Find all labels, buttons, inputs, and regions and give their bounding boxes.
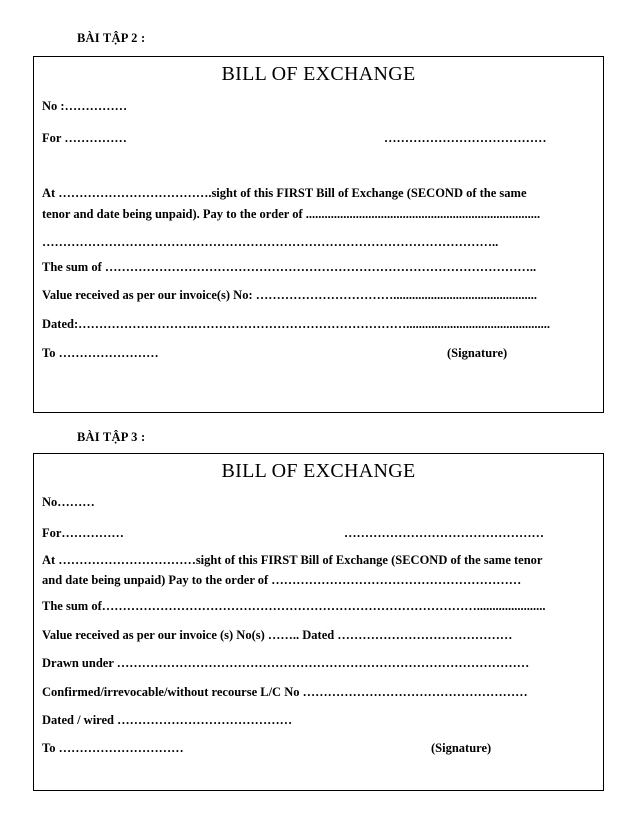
form-1-to-field: To ……………………: [42, 346, 159, 360]
bill-of-exchange-form-1: [33, 56, 604, 413]
exercise-2-heading: BÀI TẬP 2 :: [77, 31, 146, 45]
form-1-no-field: No :……………: [42, 99, 128, 113]
form-2-for-amount-field: …………………………………………: [344, 526, 544, 540]
form-2-title: BILL OF EXCHANGE: [221, 460, 416, 482]
form-2-value-received-field: Value received as per our invoice (s) No(s) …….. Dated ……………………………………: [42, 628, 513, 642]
form-1-at-sight-line-2: tenor and date being unpaid). Pay to the order of ...........................................................................: [42, 207, 541, 221]
form-2-at-sight-line-1: At ……………………………sight of this FIRST Bill of Exchange (SECOND of the same tenor: [42, 553, 543, 567]
form-1-for-field: For ……………: [42, 131, 127, 145]
form-1-dated-field: Dated:……………………….……………………………………………..............................................: [42, 317, 550, 331]
form-2-at-sight-line-2: and date being unpaid) Pay to the order of ……………………………………………………: [42, 573, 522, 587]
form-1-signature-label: (Signature): [447, 346, 508, 360]
form-2-for-field: For……………: [42, 526, 124, 540]
form-1-value-received-field: Value received as per our invoice(s) No: ……………………………..............................................: [42, 288, 538, 302]
exercise-3-heading: BÀI TẬP 3 :: [77, 430, 146, 444]
form-2-signature-label: (Signature): [431, 741, 492, 755]
form-1-blank-line: ………………………………………………………………………………………………..: [42, 235, 499, 249]
form-2-confirmed-lc-field: Confirmed/irrevocable/without recourse L/C No ………………………………………………: [42, 685, 528, 699]
bill-of-exchange-form-2: [33, 453, 604, 791]
form-2-sum-field: The sum of………………………………………………………………………………......................: [42, 599, 546, 613]
form-1-sum-field: The sum of …………………………………………………………………………………………..: [42, 260, 537, 274]
form-2-drawn-under-field: Drawn under ………………………………………………………………………………………: [42, 656, 530, 670]
form-2-no-field: No………: [42, 495, 95, 509]
form-2-to-field: To …………………………: [42, 741, 184, 755]
form-1-at-sight-line-1: At ……………………………….sight of this FIRST Bill of Exchange (SECOND of the same: [42, 186, 527, 200]
form-2-dated-wired-field: Dated / wired ……………………………………: [42, 713, 293, 727]
form-1-for-amount-field: …………………………………: [384, 131, 547, 145]
form-1-title: BILL OF EXCHANGE: [221, 63, 416, 85]
